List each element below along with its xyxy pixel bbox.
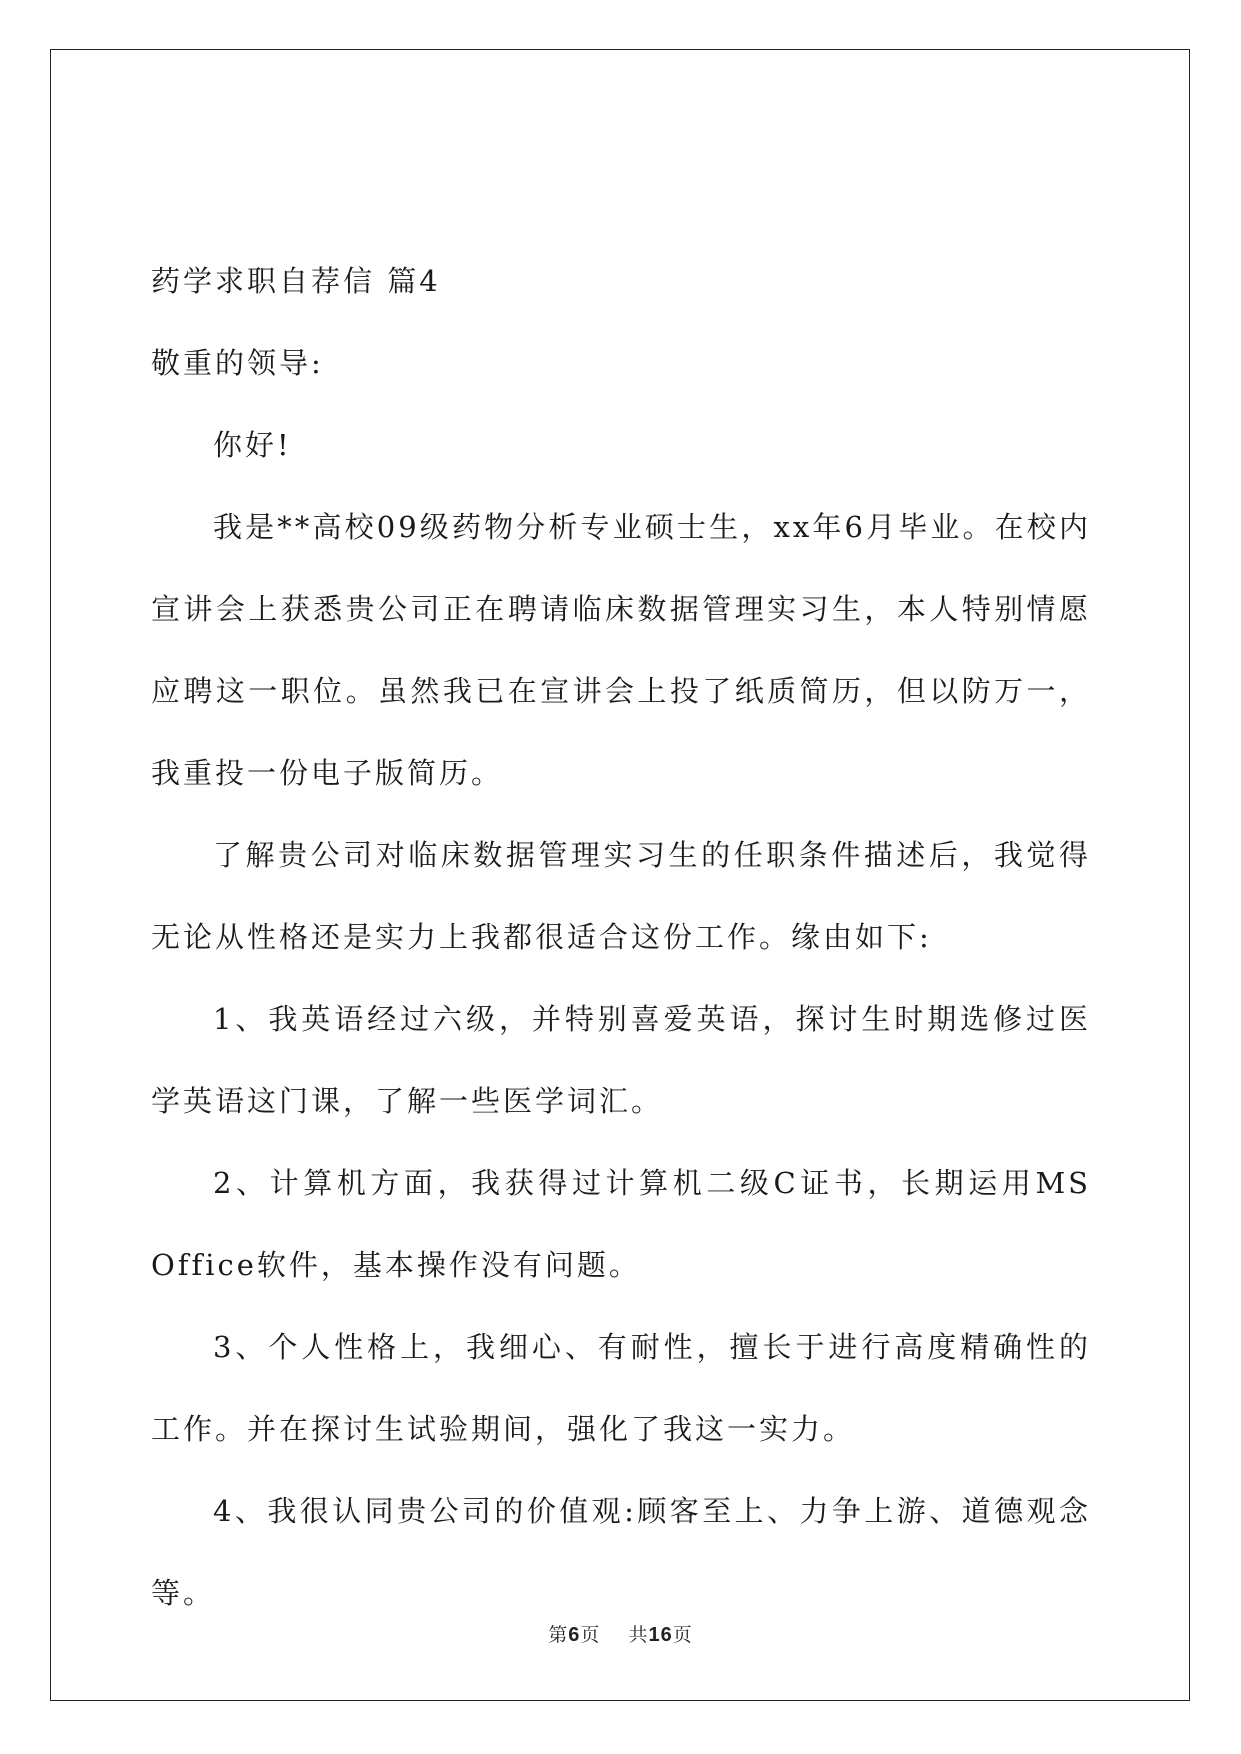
footer-page-word: 页 [580, 1624, 601, 1646]
footer-prefix: 第 [548, 1624, 569, 1646]
paragraph-reason-4: 4、我很认同贵公司的价值观:顾客至上、力争上游、道德观念等。 [151, 1494, 1091, 1610]
letter-body [151, 240, 1091, 1634]
current-page-number: 6 [568, 1624, 581, 1646]
paragraph-intro: 我是**高校09级药物分析专业硕士生，xx年6月毕业。在校内宣讲会上获悉贵公司正在聘请临床数据管理实习生，本人特别情愿应聘这一职位。虽然我已在宣讲会上投了纸质简历，但以防万一，我重投一份电子版简历。 [151, 510, 1091, 790]
letter-salutation: 敬重的领导: [151, 346, 324, 380]
footer-total-prefix: 共 [628, 1624, 649, 1646]
paragraph-reason-2: 2、计算机方面，我获得过计算机二级C证书，长期运用MS Office软件，基本操作没有问题。 [151, 1166, 1091, 1282]
paragraph-reason-3: 3、个人性格上，我细心、有耐性，擅长于进行高度精确性的工作。并在探讨生试验期间，强化了我这一实力。 [151, 1330, 1091, 1446]
letter-greeting: 你好! [213, 428, 292, 462]
total-pages-number: 16 [648, 1624, 673, 1646]
letter-title: 药学求职自荐信 篇4 [151, 264, 441, 298]
footer-total-suffix: 页 [672, 1624, 693, 1646]
paragraph-reason-1: 1、我英语经过六级，并特别喜爱英语，探讨生时期选修过医学英语这门课，了解一些医学词汇。 [151, 1002, 1091, 1118]
paragraph-reasons: 了解贵公司对临床数据管理实习生的任职条件描述后，我觉得无论从性格还是实力上我都很适合这份工作。缘由如下: [151, 838, 1091, 954]
page-footer [0, 1620, 1241, 1647]
